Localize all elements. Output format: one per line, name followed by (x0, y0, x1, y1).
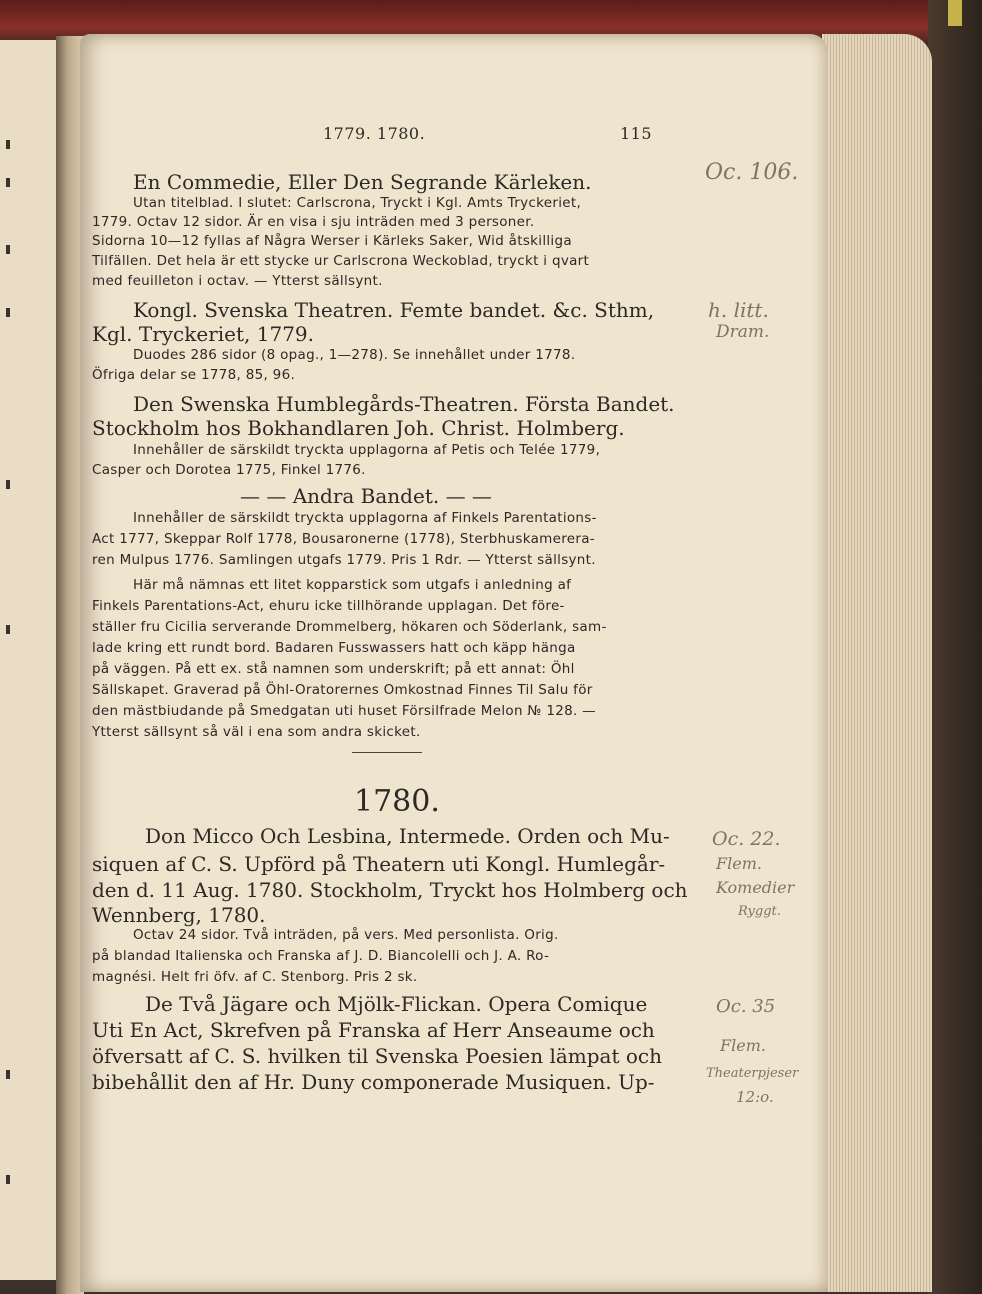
entry-note: med feuilleton i octav. — Ytterst sällsynt. (92, 273, 383, 289)
entry-title: Uti En Act, Skrefven på Franska af Herr Anseaume och (92, 1018, 655, 1042)
entry-note: Finkels Parentations-Act, ehuru icke tillhörande upplagan. Det före- (92, 598, 565, 614)
page-number: 115 (620, 124, 653, 143)
page-edges (822, 34, 932, 1292)
entry-title: Kongl. Svenska Theatren. Femte bandet. &c. Sthm, (133, 298, 655, 322)
entry-note: på blandad Italienska och Franska af J. D. Biancolelli och J. A. Ro- (92, 948, 550, 964)
entry-note: Innehåller de särskildt tryckta upplagorna af Finkels Parentations- (133, 510, 597, 526)
margin-note: Oc. 22. (712, 828, 781, 850)
entry-note: Casper och Dorotea 1775, Finkel 1776. (92, 462, 366, 478)
margin-note: Ryggt. (738, 904, 781, 919)
margin-note: Oc. 35 (716, 996, 776, 1017)
margin-note: Flem. (716, 854, 762, 873)
entry-note: Här må nämnas ett litet kopparstick som utgafs i anledning af (133, 577, 572, 593)
entry-title: siquen af C. S. Upförd på Theatern uti Kongl. Humlegår- (92, 852, 666, 876)
print-mark (6, 178, 10, 187)
entry-note: Innehåller de särskildt tryckta upplagorna af Petis och Telée 1779, (133, 442, 601, 458)
entry-note: ställer fru Cicilia serverande Drommelberg, hökaren och Söderlank, sam- (92, 619, 607, 635)
margin-note: h. litt. (708, 298, 769, 322)
entry-note: Utan titelblad. I slutet: Carlscrona, Tryckt i Kgl. Amts Tryckeriet, (133, 195, 582, 211)
entry-title: den d. 11 Aug. 1780. Stockholm, Tryckt hos Holmberg och (92, 878, 688, 902)
entry-title: Stockholm hos Bokhandlaren Joh. Christ. Holmberg. (92, 416, 625, 440)
entry-note: lade kring ett rundt bord. Badaren Fusswassers hatt och käpp hänga (92, 640, 576, 656)
print-mark (6, 140, 10, 149)
entry-note: ren Mulpus 1776. Samlingen utgafs 1779. Pris 1 Rdr. — Ytterst sällsynt. (92, 552, 596, 568)
margin-note: Oc. 106. (705, 160, 799, 185)
entry-note: magnési. Helt fri öfv. af C. Stenborg. Pris 2 sk. (92, 969, 418, 985)
entry-note: Octav 24 sidor. Två inträden, på vers. Med personlista. Orig. (133, 927, 559, 943)
entry-note: Öfriga delar se 1778, 85, 96. (92, 367, 296, 383)
entry-title: Den Swenska Humblegårds-Theatren. Första Bandet. (133, 392, 675, 416)
entry-note: Tilfällen. Det hela är ett stycke ur Carlscrona Weckoblad, tryckt i qvart (92, 253, 590, 269)
entry-note: Ytterst sällsynt så väl i ena som andra skicket. (92, 724, 421, 740)
print-mark (6, 308, 10, 317)
entry-title: En Commedie, Eller Den Segrande Kärleken. (133, 170, 592, 194)
print-mark (6, 1175, 10, 1184)
left-page-edge (0, 40, 59, 1280)
entry-note: på väggen. På ett ex. stå namnen som underskrift; på ett annat: Öhl (92, 661, 575, 677)
entry-note: Sidorna 10—12 fyllas af Några Werser i Kärleks Saker, Wid åtskilliga (92, 233, 572, 249)
bookmark-ribbon (948, 0, 962, 26)
entry-note: den mästbiudande på Smedgatan uti huset Försilfrade Melon № 128. — (92, 703, 596, 719)
print-mark (6, 245, 10, 254)
entry-note: Sällskapet. Graverad på Öhl-Oratorernes Omkostnad Finnes Til Salu för (92, 682, 593, 698)
year-heading: 1780. (354, 784, 440, 819)
entry-title: öfversatt af C. S. hvilken til Svenska Poesien lämpat och (92, 1044, 662, 1068)
margin-note: Flem. (720, 1036, 766, 1055)
margin-note: 12:o. (736, 1088, 774, 1106)
entry-note: 1779. Octav 12 sidor. Är en visa i sju inträden med 3 personer. (92, 214, 535, 230)
entry-title: Kgl. Tryckeriet, 1779. (92, 322, 315, 346)
book-cover-right (928, 0, 982, 1294)
print-mark (6, 1070, 10, 1079)
print-mark (6, 480, 10, 489)
entry-note: Duodes 286 sidor (8 opag., 1—278). Se innehållet under 1778. (133, 347, 576, 363)
section-divider (352, 752, 422, 753)
entry-title: De Två Jägare och Mjölk-Flickan. Opera Comique (145, 992, 648, 1016)
margin-note: Theaterpjeser (706, 1066, 799, 1081)
entry-title: Don Micco Och Lesbina, Intermede. Orden och Mu- (145, 824, 670, 848)
entry-note: Act 1777, Skeppar Rolf 1778, Bousaronerne (1778), Sterbhuskamerera- (92, 531, 595, 547)
entry-title: — — Andra Bandet. — — (240, 484, 492, 508)
running-head-years: 1779. 1780. (323, 124, 426, 143)
entry-title: bibehållit den af Hr. Duny componerade Musiquen. Up- (92, 1070, 655, 1094)
margin-note: Dram. (716, 322, 770, 342)
margin-note: Komedier (716, 878, 795, 897)
entry-title: Wennberg, 1780. (92, 903, 266, 927)
print-mark (6, 625, 10, 634)
